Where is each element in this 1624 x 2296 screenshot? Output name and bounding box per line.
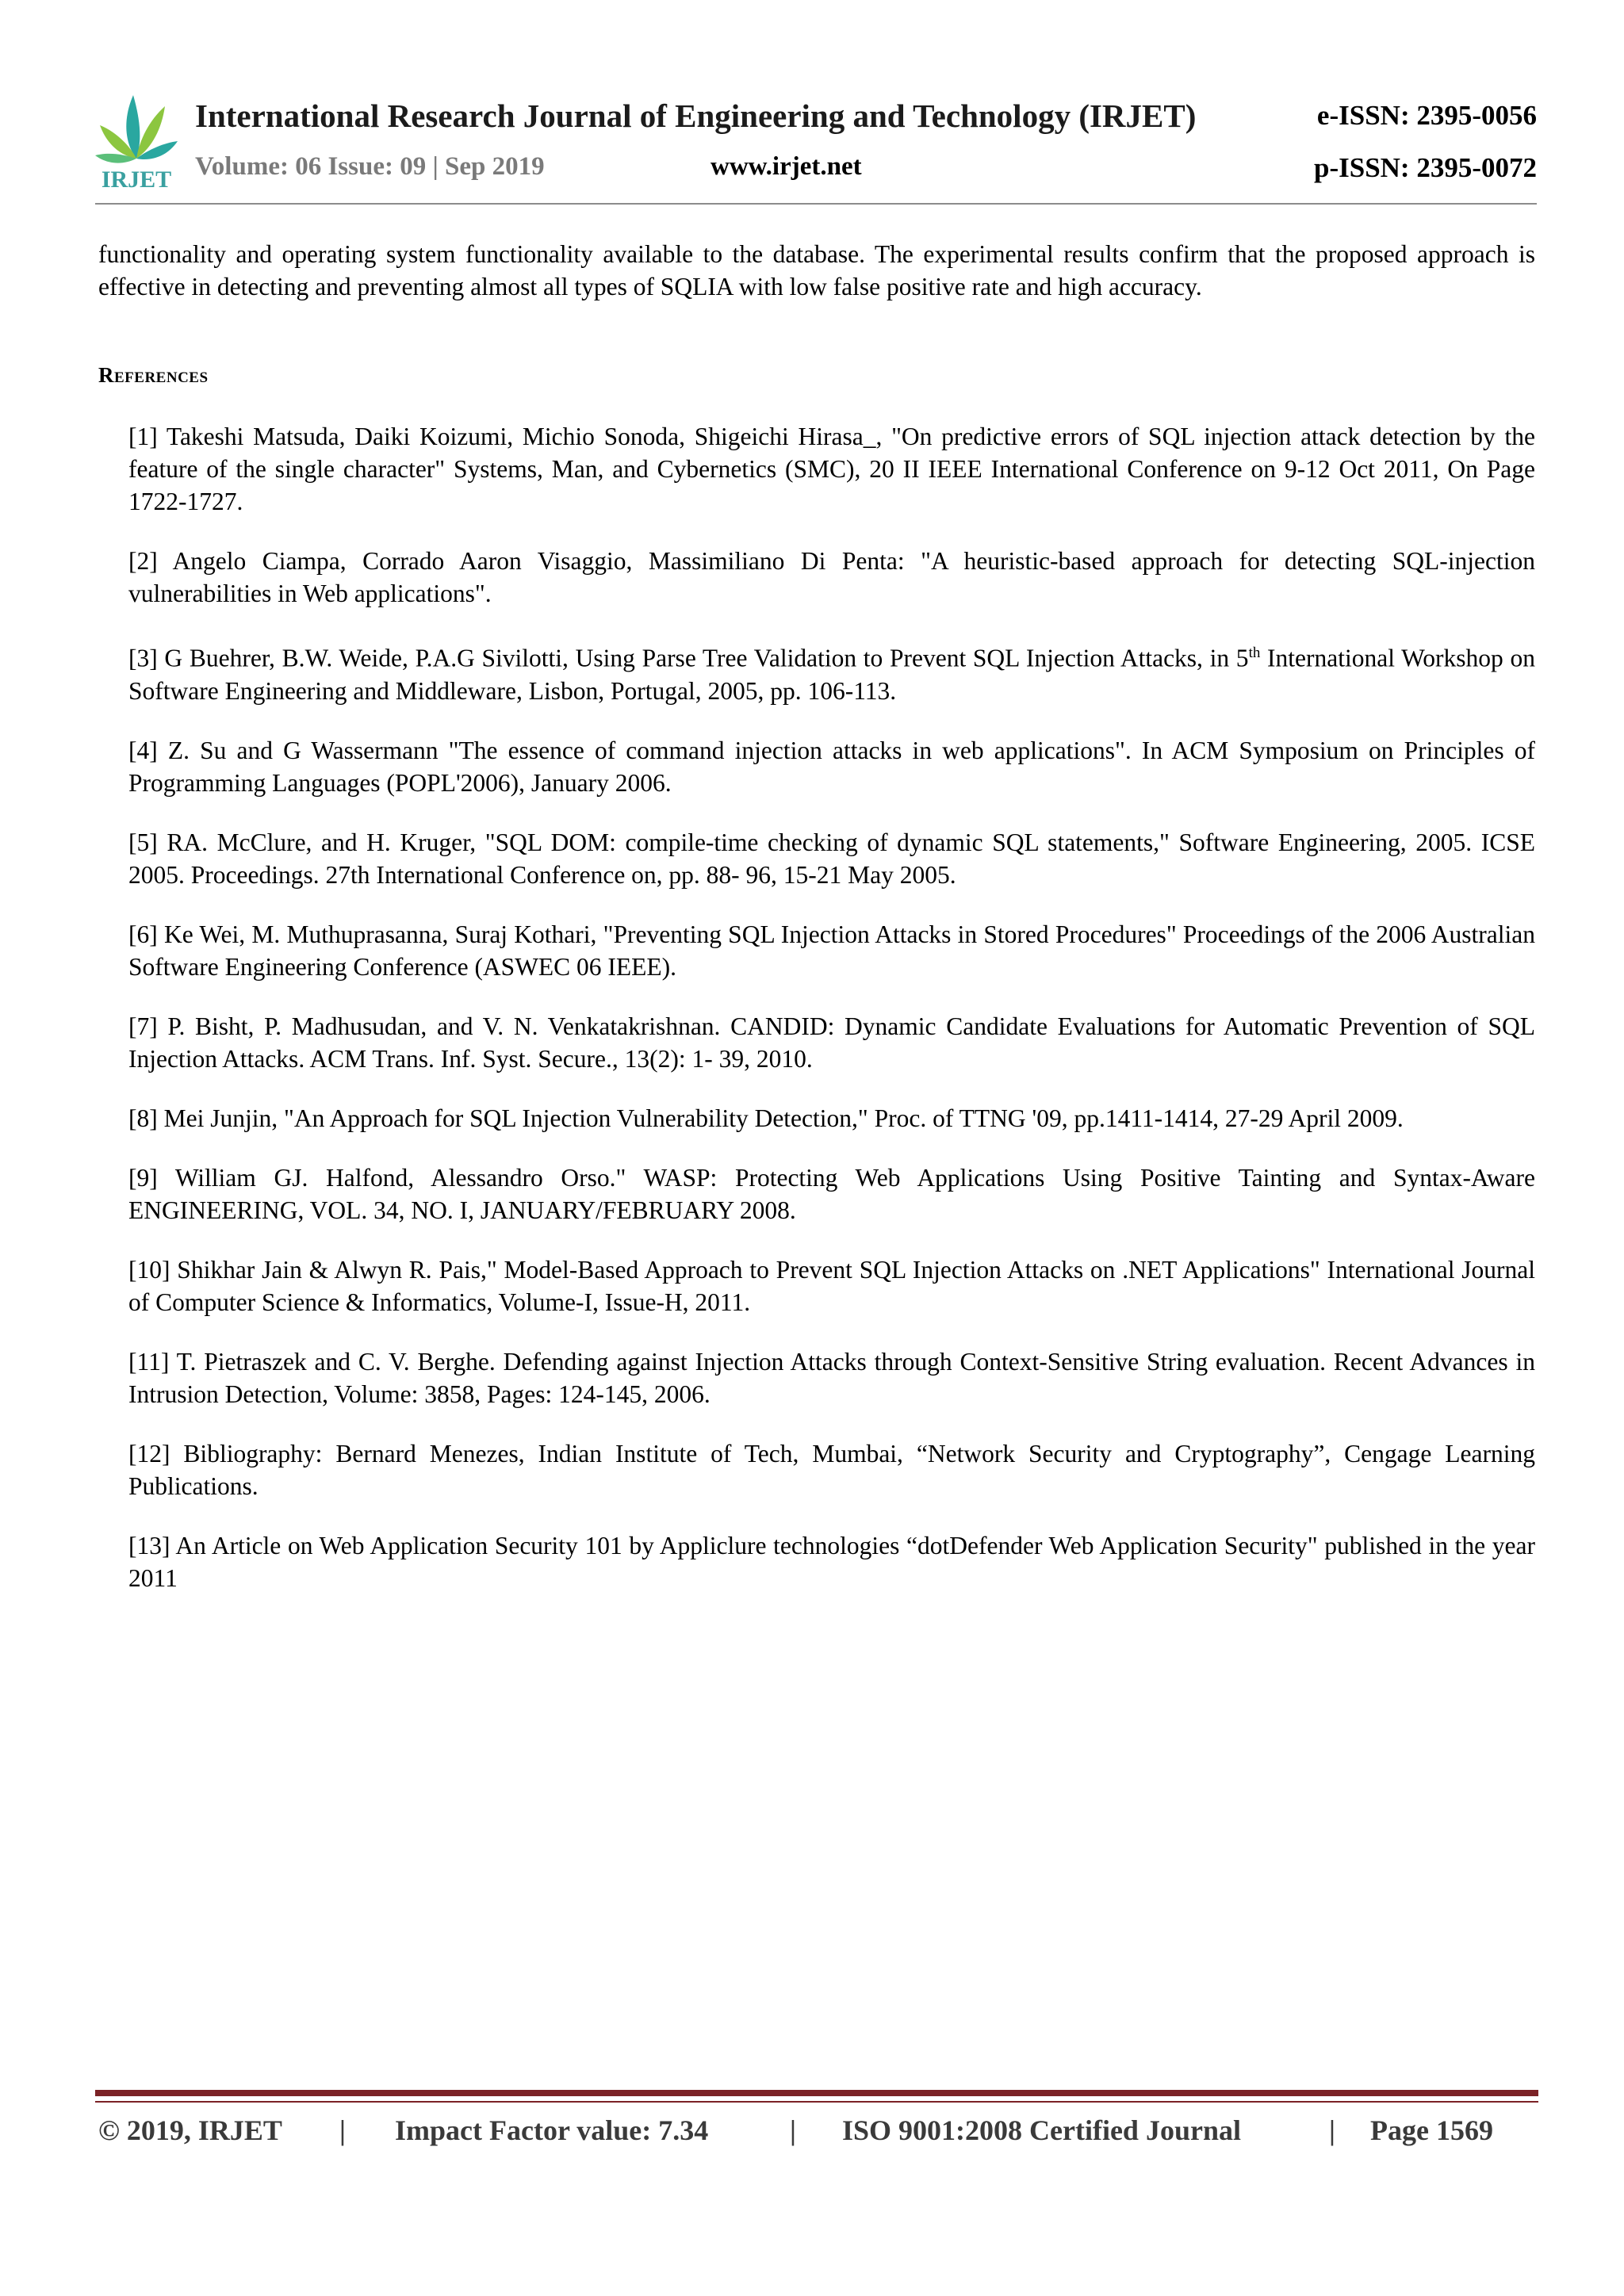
header-divider <box>95 203 1537 205</box>
reference-3-sup: th <box>1248 645 1261 661</box>
reference-3-tail: International Workshop on Software Engineering and Middleware, Lisbon, Portugal, 2005, pp. 106-113. <box>128 644 1535 705</box>
body-paragraph: functionality and operating system functionality available to the database. The experimental results confirm that the proposed approach is effective in detecting and preventing almost all types of SQLIA with low false positive rate and high accuracy. <box>98 240 1535 300</box>
reference-item-6: [6] Ke Wei, M. Muthuprasanna, Suraj Kothari, "Preventing SQL Injection Attacks in Stored Procedures" Proceedings of the 2006 Australian Software Engineering Conference (ASWEC 06 IEEE). <box>128 920 1535 981</box>
reference-item-3 <box>128 637 1535 707</box>
footer-separator-3: | <box>1329 2114 1335 2146</box>
reference-item-13: [13] An Article on Web Application Security 101 by Appliclure technologies “dotDefender Web Application Security" published in the year 2011 <box>128 1531 1535 1592</box>
footer-iso: ISO 9001:2008 Certified Journal <box>842 2114 1241 2146</box>
reference-item-1: [1] Takeshi Matsuda, Daiki Koizumi, Michio Sonoda, Shigeichi Hirasa_, "On predictive errors of SQL injection attack detection by the feature of the single character" Systems, Man, and Cybernetics (SMC), 20 II IEEE International Conference on 9-12 Oct 2011, On Page 1722-1727. <box>128 423 1535 515</box>
reference-item-10: [10] Shikhar Jain & Alwyn R. Pais," Model-Based Approach to Prevent SQL Injection Attacks on .NET Applications" International Journal of Computer Science & Informatics, Volume-I, Issue-H, 2011. <box>128 1255 1535 1316</box>
footer-divider-thin <box>95 2101 1538 2103</box>
footer-separator-1: | <box>339 2114 346 2146</box>
footer-copyright: © 2019, IRJET <box>98 2114 282 2146</box>
references-heading: References <box>98 363 209 387</box>
page-header <box>94 89 1537 208</box>
footer-divider-thick <box>95 2090 1538 2096</box>
journal-title: International Research Journal of Engineering and Technology (IRJET) <box>195 98 1197 134</box>
volume-issue: Volume: 06 Issue: 09 | Sep 2019 <box>195 152 545 181</box>
reference-item-12: [12] Bibliography: Bernard Menezes, Indian Institute of Tech, Mumbai, “Network Security and Cryptography”, Cengage Learning Publications. <box>128 1439 1535 1500</box>
reference-item-7: [7] P. Bisht, P. Madhusudan, and V. N. Venkatakrishnan. CANDID: Dynamic Candidate Evaluations for Automatic Prevention of SQL Injection Attacks. ACM Trans. Inf. Syst. Secure., 13(2): 1- 39, 2010. <box>128 1012 1535 1073</box>
reference-item-9: [9] William GJ. Halfond, Alessandro Orso." WASP: Protecting Web Applications Using Positive Tainting and Syntax-Aware ENGINEERING, VOL. 34, NO. I, JANUARY/FEBRUARY 2008. <box>128 1163 1535 1224</box>
footer-page-number: Page 1569 <box>1370 2114 1493 2146</box>
irjet-logo <box>94 89 179 192</box>
pissn: p-ISSN: 2395-0072 <box>1313 152 1537 183</box>
journal-website[interactable]: www.irjet.net <box>710 152 862 181</box>
footer-impact-factor: Impact Factor value: 7.34 <box>395 2114 709 2146</box>
reference-3-text: [3] G Buehrer, B.W. Weide, P.A.G Sivilotti, Using Parse Tree Validation to Prevent SQL Injection Attacks, in 5 <box>128 644 1249 672</box>
reference-item-11: [11] T. Pietraszek and C. V. Berghe. Defending against Injection Attacks through Context-Sensitive String evaluation. Recent Advances in Intrusion Detection, Volume: 3858, Pages: 124-145, 2006. <box>128 1347 1535 1408</box>
reference-item-2: [2] Angelo Ciampa, Corrado Aaron Visaggio, Massimiliano Di Penta: "A heuristic-based approach for detecting SQL-injection vulnerabilities in Web applications". <box>128 547 1535 607</box>
reference-item-5: [5] RA. McClure, and H. Kruger, "SQL DOM: compile-time checking of dynamic SQL statements," Software Engineering, 2005. ICSE 2005. Proceedings. 27th International Conference on, pp. 88- 96, 15-21 May 2005. <box>128 828 1535 889</box>
page-footer <box>98 2114 1542 2161</box>
eissn: e-ISSN: 2395-0056 <box>1316 100 1537 131</box>
reference-list <box>128 420 1535 1621</box>
reference-item-4: [4] Z. Su and G Wassermann "The essence of command injection attacks in web applications". In ACM Symposium on Principles of Programming Languages (POPL'2006), January 2006. <box>128 736 1535 797</box>
logo-text: IRJET <box>101 166 172 192</box>
footer-separator-2: | <box>790 2114 796 2146</box>
reference-item-8: [8] Mei Junjin, "An Approach for SQL Injection Vulnerability Detection," Proc. of TTNG '09, pp.1411-1414, 27-29 April 2009. <box>128 1104 1404 1132</box>
